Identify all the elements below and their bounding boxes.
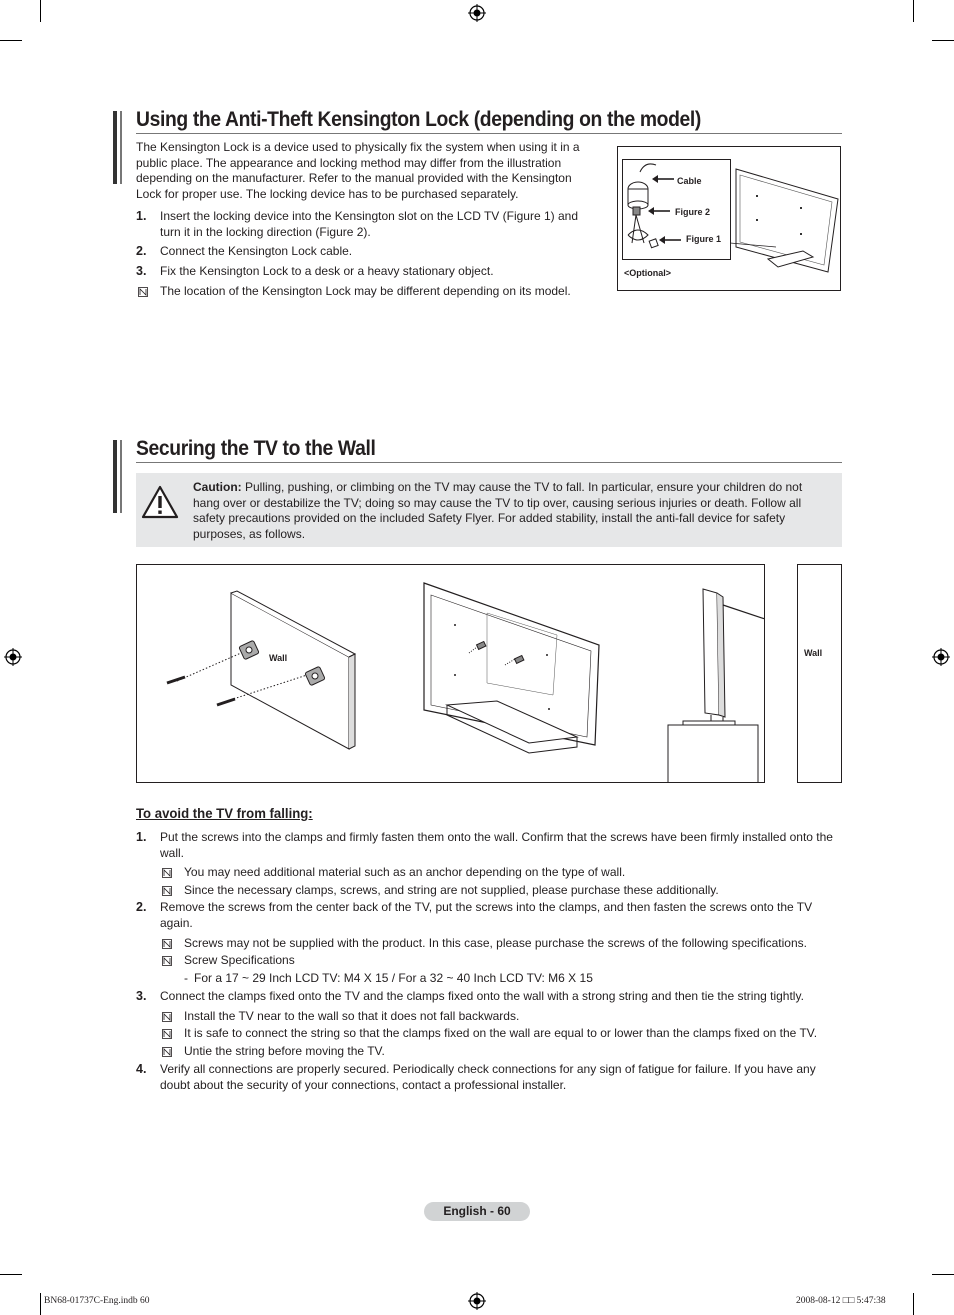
figure-label-figure2: Figure 2 bbox=[675, 207, 711, 217]
wall-panel-figure bbox=[797, 564, 842, 783]
crop-mark bbox=[0, 1274, 22, 1275]
figure-label-cable: Cable bbox=[677, 176, 702, 186]
spec-dash: - bbox=[184, 971, 188, 985]
section-marker bbox=[113, 440, 117, 513]
section-marker bbox=[120, 440, 122, 513]
step-number: 2. bbox=[136, 900, 147, 914]
step-text: Remove the screws from the center back of the TV, put the screws into the clamps, and then fasten the screws onto the TV again. bbox=[160, 900, 813, 930]
step-number: 2. bbox=[136, 244, 147, 258]
note-icon bbox=[162, 886, 172, 896]
spec-text: For a 17 ~ 29 Inch LCD TV: M4 X 15 / For a 32 ~ 40 Inch LCD TV: M6 X 15 bbox=[194, 971, 593, 985]
crop-mark bbox=[913, 1293, 914, 1315]
figure-label-wall: Wall bbox=[804, 648, 823, 658]
note-icon bbox=[162, 939, 172, 949]
note-icon bbox=[162, 1047, 172, 1057]
note-icon bbox=[162, 956, 172, 966]
figure-label-figure1: Figure 1 bbox=[686, 234, 722, 244]
step-number: 1. bbox=[136, 209, 147, 223]
title-rule bbox=[136, 133, 842, 134]
caution-box bbox=[136, 473, 842, 547]
crop-mark bbox=[0, 40, 22, 41]
warning-icon bbox=[141, 485, 179, 519]
note-text: Untie the string before moving the TV. bbox=[184, 1044, 385, 1058]
step-text: Connect the clamps fixed onto the TV and the clamps fixed onto the wall with a strong string and then tie the string tightly. bbox=[160, 989, 804, 1003]
registration-mark-icon bbox=[4, 648, 22, 666]
note-text: Screw Specifications bbox=[184, 953, 295, 967]
note-text: Screws may not be supplied with the product. In this case, please purchase the screws of the following specifications. bbox=[184, 936, 807, 950]
section-marker bbox=[113, 111, 117, 184]
note-text: Since the necessary clamps, screws, and string are not supplied, please purchase these additionally. bbox=[184, 883, 719, 897]
step-number: 4. bbox=[136, 1062, 147, 1076]
figure-label-wall: Wall bbox=[269, 653, 288, 663]
step-number: 3. bbox=[136, 264, 147, 278]
step-text: Verify all connections are properly secured. Periodically check connections for any sign of fatigue for failure. If you have any doubt about the security of your connections, contact a professional installer. bbox=[160, 1062, 816, 1092]
step-number: 3. bbox=[136, 989, 147, 1003]
registration-mark-icon bbox=[468, 4, 486, 22]
wall-mount-figure bbox=[136, 564, 765, 783]
section-marker bbox=[120, 111, 122, 184]
figure-label-optional: <Optional> bbox=[624, 268, 672, 278]
note-text: The location of the Kensington Lock may be different depending on its model. bbox=[160, 284, 571, 298]
caution-text: Pulling, pushing, or climbing on the TV may cause the TV to fall. In particular, ensure your children do not hang over or destabilize the TV; doing so may cause the TV to tip over, causing serious injuries or death. Follow all safety precautions provided on the included Safety Flyer. For added stability, install the anti-fall device for safety purposes, as follows. bbox=[193, 480, 803, 541]
footer-timestamp: 2008-08-12 □□ 5:47:38 bbox=[796, 1296, 886, 1306]
note-text: You may need additional material such as an anchor depending on the type of wall. bbox=[184, 865, 626, 879]
crop-mark bbox=[40, 1293, 41, 1315]
step-number: 1. bbox=[136, 830, 147, 844]
kensington-figure bbox=[617, 146, 841, 291]
footer-filename: BN68-01737C-Eng.indb 60 bbox=[44, 1296, 150, 1306]
subheading: To avoid the TV from falling: bbox=[136, 805, 313, 821]
crop-mark bbox=[40, 0, 41, 22]
note-text: Install the TV near to the wall so that it does not fall backwards. bbox=[184, 1009, 520, 1023]
note-text: It is safe to connect the string so that the clamps fixed on the wall are equal to or lower than the clamps fixed on the TV. bbox=[184, 1026, 818, 1040]
note-icon bbox=[138, 287, 148, 297]
note-icon bbox=[162, 1029, 172, 1039]
intro-paragraph: The Kensington Lock is a device used to physically fix the system when using it in a public place. The appearance and locking method may differ from the illustration depending on the manufacturer. Refer to the manual provided with the Kensington Lock for proper use. The locking device has to be purchased separately. bbox=[136, 140, 580, 201]
caution-label: Caution: bbox=[193, 480, 242, 494]
step-text: Connect the Kensington Lock cable. bbox=[160, 244, 353, 258]
section-title: Using the Anti-Theft Kensington Lock (depending on the model) bbox=[136, 108, 701, 131]
registration-mark-icon bbox=[932, 648, 950, 666]
step-text: Fix the Kensington Lock to a desk or a heavy stationary object. bbox=[160, 264, 494, 278]
page-number-badge: English - 60 bbox=[424, 1202, 530, 1221]
crop-mark bbox=[913, 0, 914, 22]
step-text: Put the screws into the clamps and firmly fasten them onto the wall. Confirm that the screws have been firmly installed onto the wall. bbox=[160, 830, 833, 860]
registration-mark-icon bbox=[468, 1292, 486, 1310]
crop-mark bbox=[932, 40, 954, 41]
wall-mount-illustration-icon bbox=[137, 565, 765, 783]
note-icon bbox=[162, 868, 172, 878]
note-icon bbox=[162, 1012, 172, 1022]
section-title: Securing the TV to the Wall bbox=[136, 437, 376, 460]
title-rule bbox=[136, 462, 842, 463]
step-text: Insert the locking device into the Kensington slot on the LCD TV (Figure 1) and turn it in the locking direction (Figure 2). bbox=[160, 209, 579, 239]
crop-mark bbox=[932, 1274, 954, 1275]
